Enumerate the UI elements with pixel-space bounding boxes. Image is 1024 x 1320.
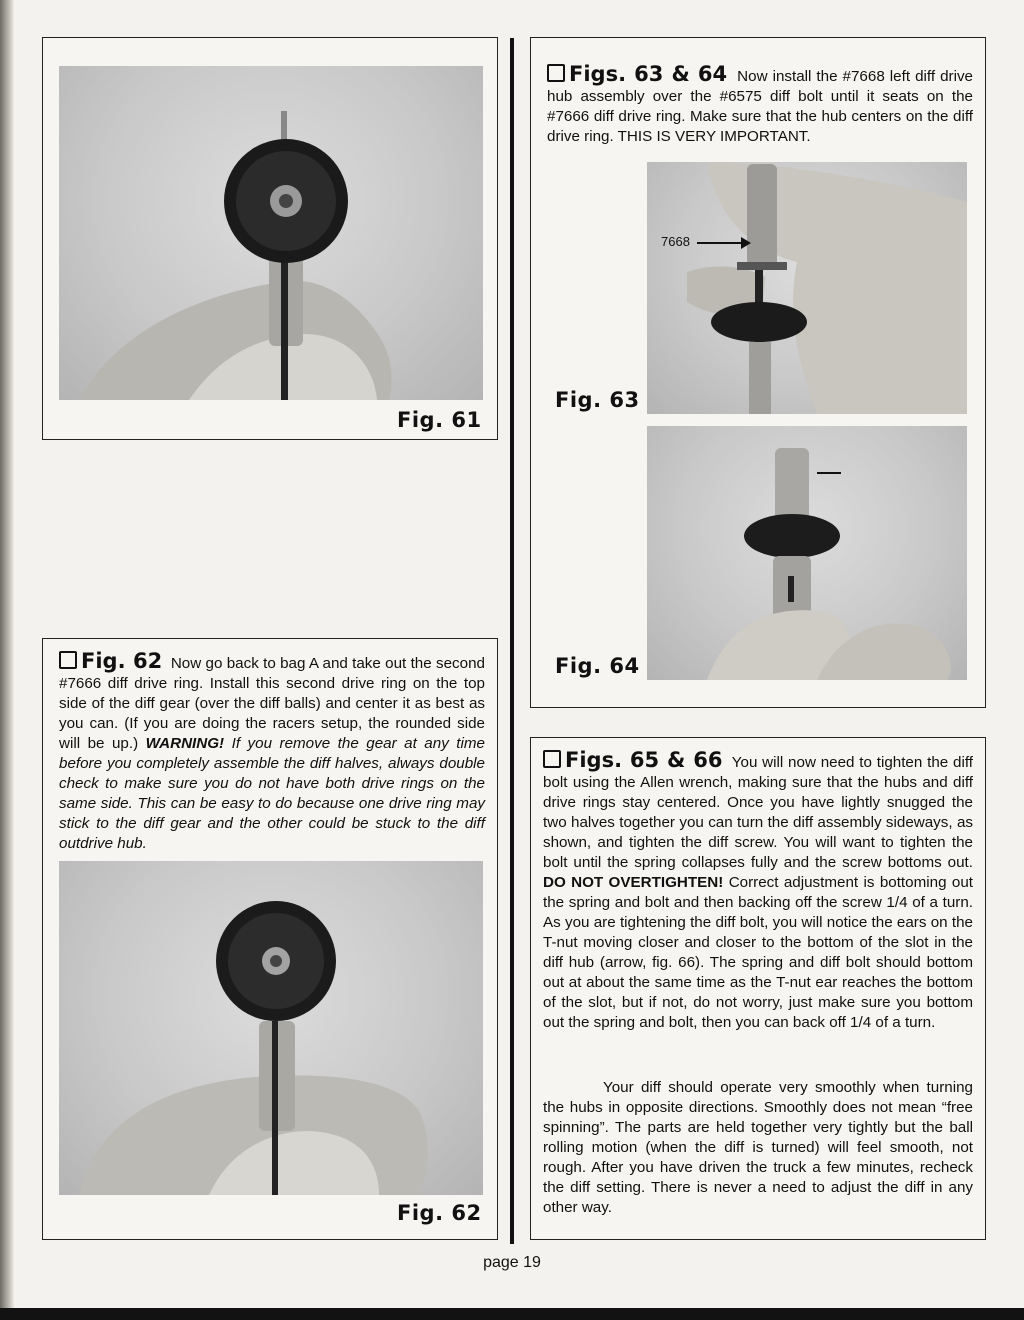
- figs63-64-text: Now install the #7668 left diff drive hub assembly over the #6575 diff bolt until it seats on the #7666 diff drive ring. Make sure that the hub centers on the diff drive ring. THIS IS VERY IMPORTANT.: [547, 68, 973, 145]
- fig62-warning-text: If you remove the gear at any time before you completely assemble the diff halves, always double check to make sure you do not have both drive rings on the same side. This can be easy to do because one drive ring may stick to the diff gear and the other could be stuck to the diff outdrive hub.: [59, 735, 485, 852]
- fig63-photo: [647, 162, 967, 414]
- figs63-64-checkbox-icon[interactable]: [547, 64, 565, 82]
- fig62-box: [42, 638, 498, 1240]
- fig61-photo: [59, 66, 483, 400]
- fig61-label: Fig. 61: [397, 408, 482, 432]
- fig63-illustration: [647, 162, 967, 414]
- fig63-callout-label: 7668: [661, 234, 690, 249]
- figs65-66-text-c: Your diff should operate very smoothly when turning the hubs in opposite directions. Smoothly does not mean “free spinning”. The parts are held together very tightly but the ball rolling motion (when the diff is turned) will feel smooth, not rough. After you have driven the truck a few minutes, recheck the diff setting. There is never a need to adjust the diff in any other way.: [543, 1079, 973, 1216]
- fig62-text: Now go back to bag A and take out the second #7666 diff drive ring. Install this second drive ring on the top side of the diff gear (over the diff balls) and center it as best as you can. (If you are doing the racers setup, the rounded side will be up.): [59, 655, 485, 752]
- figs63-64-box: [530, 37, 986, 708]
- fig62-checkbox-icon[interactable]: [59, 651, 77, 669]
- page-binding-shadow: [0, 0, 14, 1320]
- figs65-66-heading: Figs. 65 & 66: [565, 748, 723, 772]
- fig62-heading: Fig. 62: [81, 649, 163, 673]
- page-number: page 19: [483, 1254, 541, 1271]
- column-divider: [510, 38, 514, 1244]
- figs63-64-paragraph: [547, 64, 973, 147]
- figs63-64-heading: Figs. 63 & 64: [569, 62, 728, 86]
- fig64-label: Fig. 64: [555, 654, 640, 678]
- figs65-66-paragraph: [543, 750, 973, 1033]
- page-bottom-edge: [0, 1308, 1024, 1320]
- fig63-label: Fig. 63: [555, 388, 640, 412]
- fig62-paragraph: [59, 651, 485, 854]
- fig64-illustration: [647, 426, 967, 680]
- fig62-illustration: [59, 861, 483, 1195]
- fig63-callout-arrow: [697, 242, 743, 244]
- figs65-66-box: [530, 737, 986, 1240]
- figs65-66-checkbox-icon[interactable]: [543, 750, 561, 768]
- fig62-warning-label: WARNING!: [145, 735, 225, 752]
- fig64-photo: [647, 426, 967, 680]
- fig62-photo-label: Fig. 62: [397, 1201, 482, 1225]
- fig62-photo: [59, 861, 483, 1195]
- fig61-illustration: [59, 66, 483, 400]
- fig63-callout-arrowhead: [741, 237, 751, 249]
- figs65-66-warning: DO NOT OVERTIGHTEN!: [543, 874, 724, 891]
- fig61-box: [42, 37, 498, 440]
- figs65-66-text-b: Correct adjustment is bottoming out the spring and bolt and then backing off the screw 1/4 of a turn. As you are tightening the diff bolt, you will notice the ears on the T-nut moving closer and closer to the bottom of the slot in the diff hub (arrow, fig. 66). The spring and diff bolt should bottom out at about the same time as the T-nut ear reaches the bottom of the slot, but if not, do not worry, just make sure you bottom out the spring and bolt, then you can back off 1/4 of a turn.: [543, 874, 973, 1031]
- figs65-66-text-a: You will now need to tighten the diff bolt using the Allen wrench, making sure that the hubs and diff drive rings stay centered. Once you have lightly snugged the two halves together you can turn the diff assembly sideways, as shown, and tighten the diff screw. You will want to tighten the bolt until the spring collapses fully and the screw bottoms out.: [543, 754, 973, 871]
- figs65-66-paragraph-2: [543, 1078, 973, 1218]
